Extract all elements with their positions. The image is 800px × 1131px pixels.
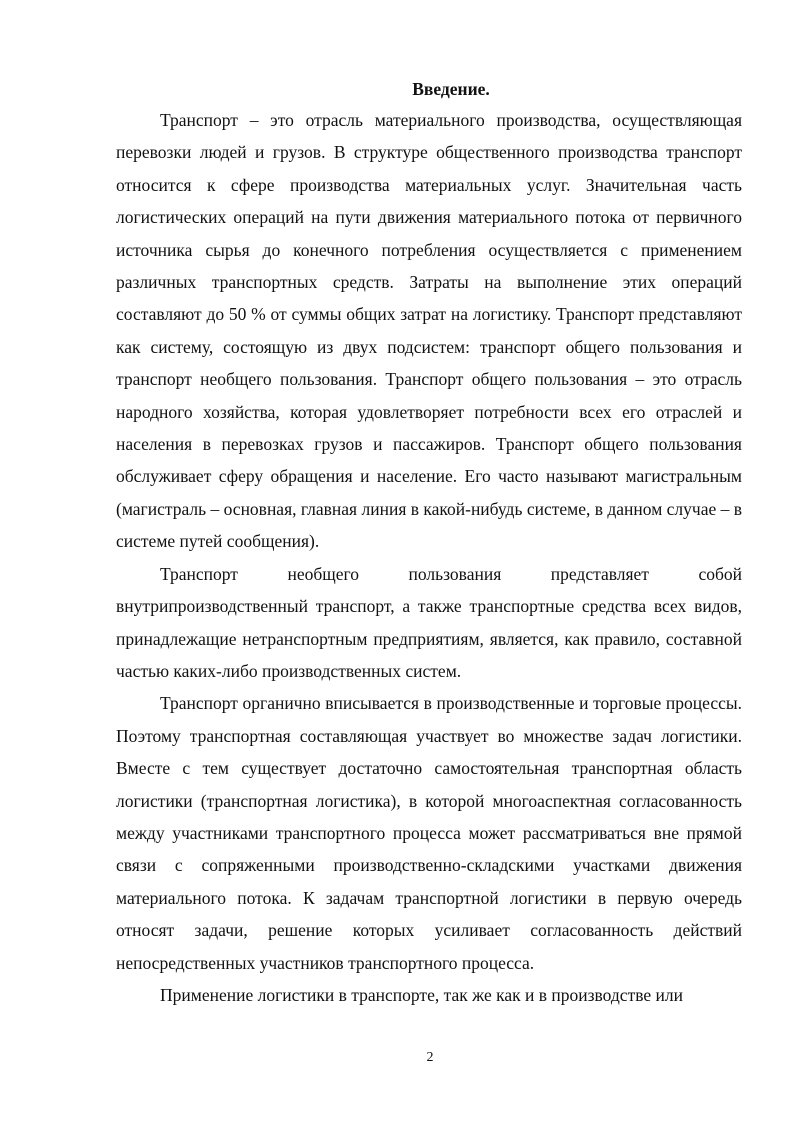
page-number: 2: [426, 1050, 434, 1065]
paragraph-1: Транспорт – это отрасль материального производства, осуществляющая перевозки людей и грузов. В структуре общественного производства транспорт относится к сфере производства материальных услуг. Значительная часть логистических операций на пути движения материального потока от первичного источника сырья до конечного потребления осуществляется с применением различных транспортных средств. Затраты на выполнение этих операций составляют до 50 % от суммы общих затрат на логистику. Транспорт представляют как систему, состоящую из двух подсистем: транспорт общего пользования и транспорт необщего пользования. Транспорт общего пользования – это отрасль народного хозяйства, которая удовлетворяет потребности всех его отраслей и населения в перевозках грузов и пассажиров. Транспорт общего пользования обслуживает сферу обращения и население. Его часто называют магистральным (магистраль – основная, главная линия в какой-нибудь системе, в данном случае – в системе путей сообщения).: [116, 110, 742, 552]
paragraph-3: Транспорт органично вписывается в производственные и торговые процессы. Поэтому транспортная составляющая участвует во множестве задач логистики. Вместе с тем существует достаточно самостоятельная транспортная область логистики (транспортная логистика), в которой многоаспектная согласованность между участниками транспортного процесса может рассматриваться вне прямой связи с сопряженными производственно-складскими участками движения материального потока. К задачам транспортной логистики в первую очередь относят задачи, решение которых усиливает согласованность действий непосредственных участников транспортного процесса.: [116, 693, 742, 973]
document-body: [116, 74, 742, 1011]
paragraph-2: Транспорт необщего пользования представляет собой внутрипроизводственный транспорт, а также транспортные средства всех видов, принадлежащие нетранспортным предприятиям, является, как правило, составной частью каких-либо производственных систем.: [116, 563, 742, 681]
paragraph-4: Применение логистики в транспорте, так же как и в производстве или: [160, 984, 683, 1005]
document-title: Введение.: [412, 79, 490, 99]
